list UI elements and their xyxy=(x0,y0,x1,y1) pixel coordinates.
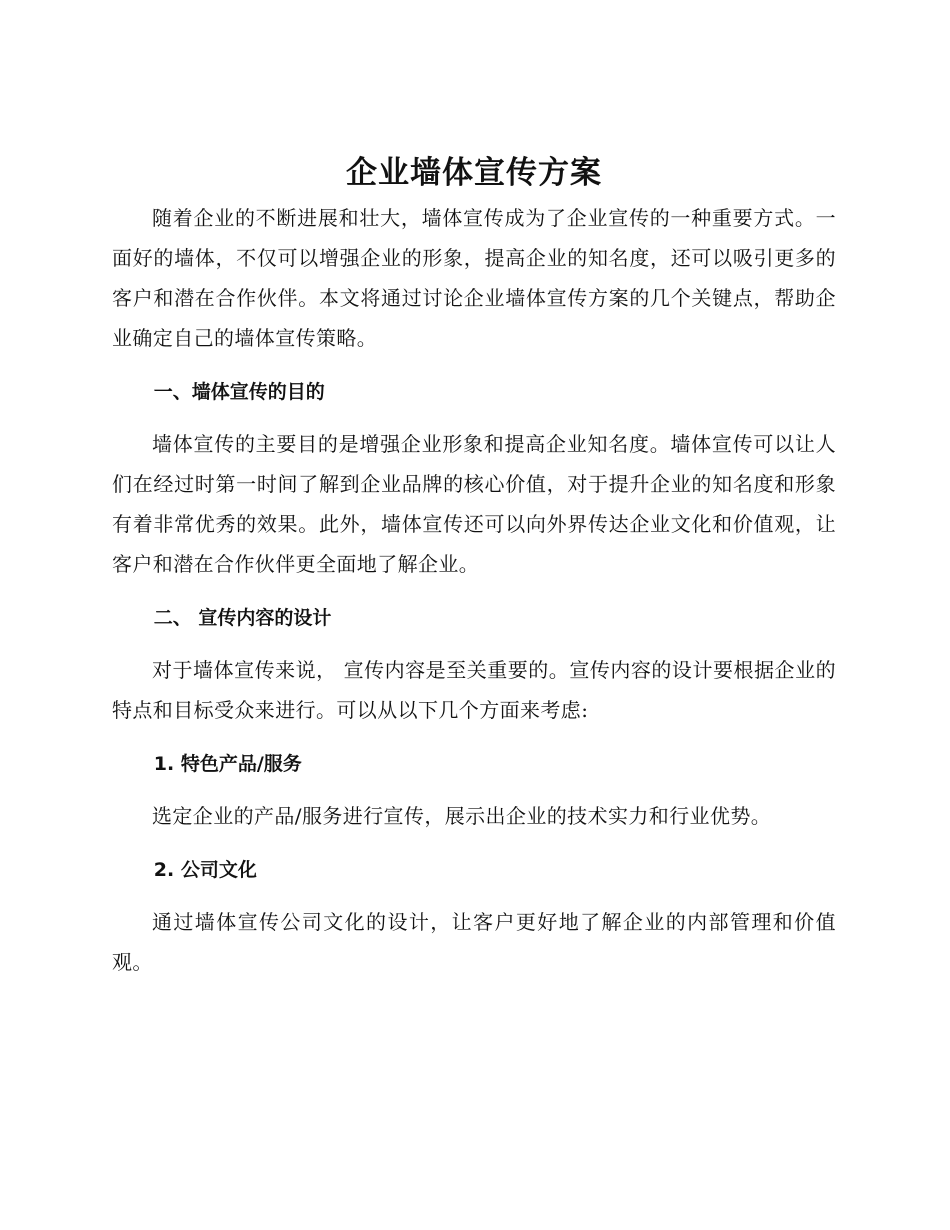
subsection-heading-culture: 2. 公司文化 xyxy=(153,859,257,881)
document-title: 企业墙体宣传方案 xyxy=(346,155,602,191)
subsection-body-culture: 通过墙体宣传公司文化的设计，让客户更好地了解企业的内部管理和价值观。 xyxy=(112,910,836,974)
section-heading-content-design: 二、 宣传内容的设计 xyxy=(153,607,332,629)
section-body-purpose: 墙体宣传的主要目的是增强企业形象和提高企业知名度。墙体宣传可以让人们在经过时第一时间了解到企业品牌的核心价值，对于提升企业的知名度和形象有着非常优秀的效果。此外，墙体宣传还可以向外界传达企业文化和价值观，让客户和潜在合作伙伴更全面地了解企业。 xyxy=(112,432,836,576)
document-page xyxy=(112,148,836,982)
section-heading-purpose: 一、墙体宣传的目的 xyxy=(153,381,325,403)
section-body-content-design: 对于墙体宣传来说， 宣传内容是至关重要的。宣传内容的设计要根据企业的特点和目标受众来进行。可以从以下几个方面来考虑: xyxy=(112,658,836,722)
subsection-heading-products: 1. 特色产品/服务 xyxy=(153,753,302,775)
intro-paragraph: 随着企业的不断进展和壮大，墙体宣传成为了企业宣传的一种重要方式。一面好的墙体，不仅可以增强企业的形象，提高企业的知名度，还可以吸引更多的客户和潜在合作伙伴。本文将通过讨论企业墙体宣传方案的几个关键点，帮助企业确定自己的墙体宣传策略。 xyxy=(112,206,836,350)
subsection-body-products: 选定企业的产品/服务进行宣传，展示出企业的技术实力和行业优势。 xyxy=(152,804,772,828)
